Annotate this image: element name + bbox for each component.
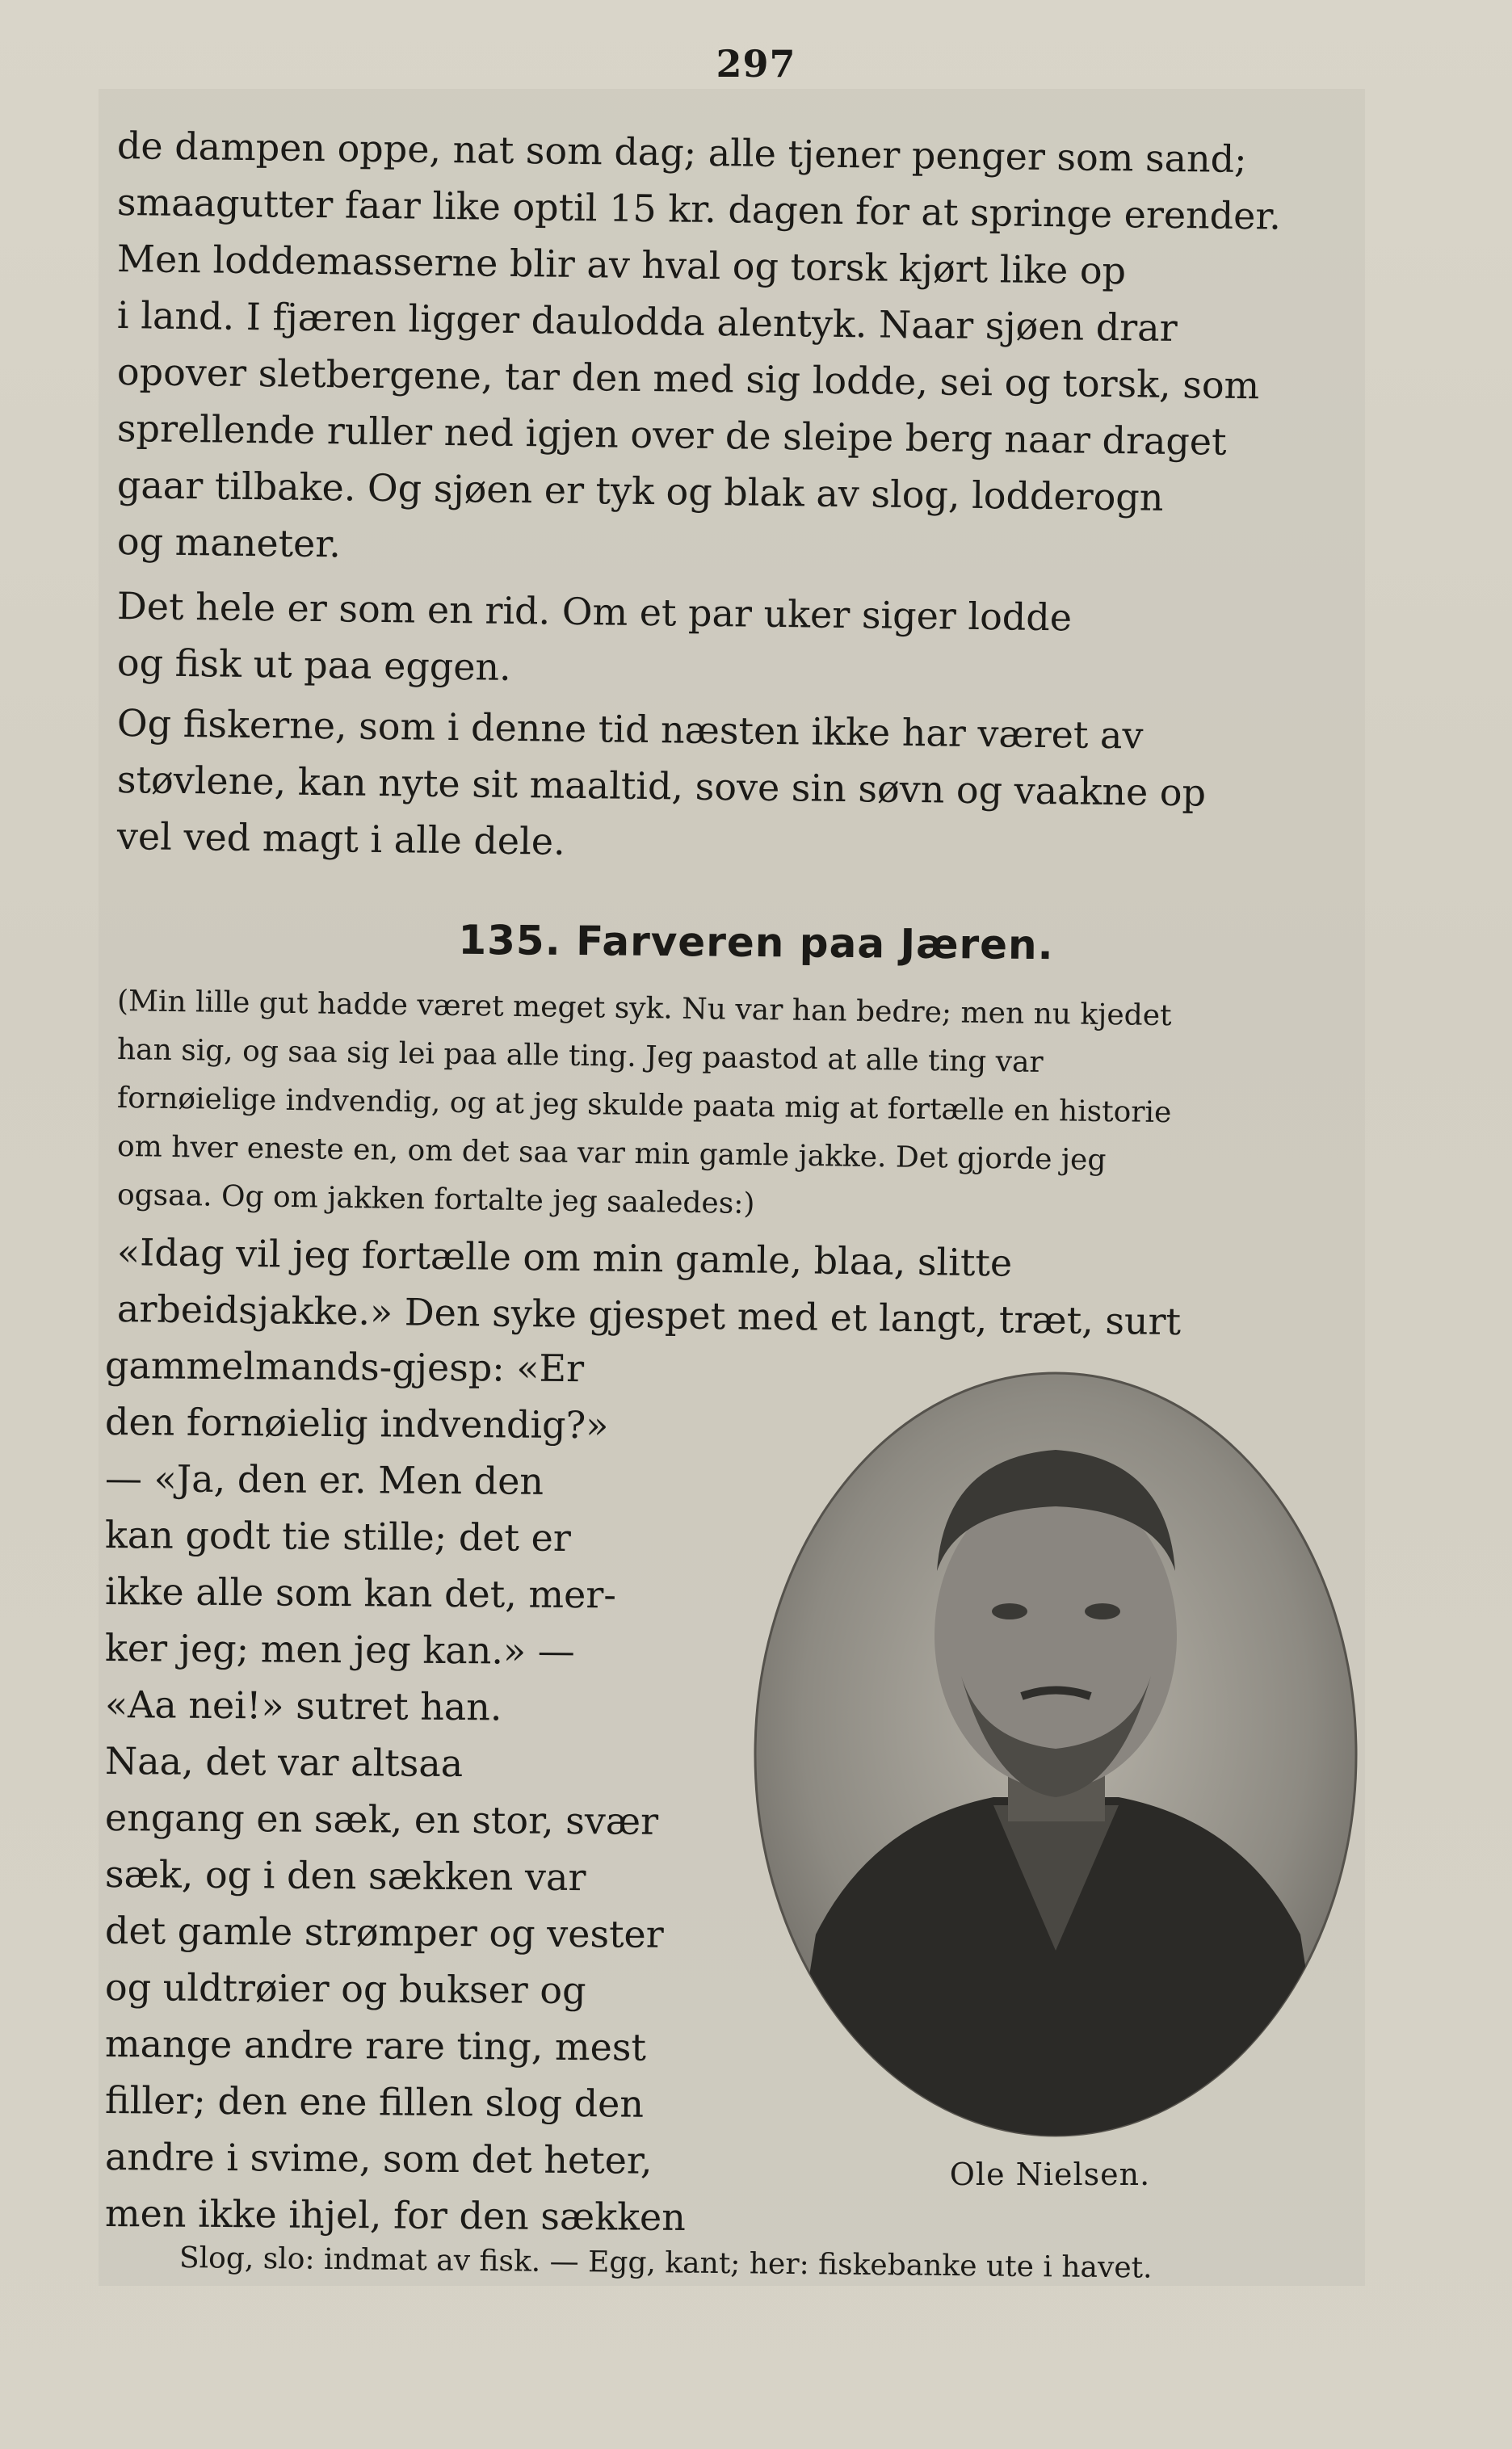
body-line: og fisk ut paa eggen. <box>116 641 512 689</box>
body-line: gaar tilbake. Og sjøen er tyk og blak av slog, lodderogn <box>116 463 1164 519</box>
footnote: Slog, slo: indmat av fisk. — Egg, kant; her: fiskebanke ute i havet. <box>178 2241 1153 2285</box>
body-line: «Idag vil jeg fortælle om min gamle, blaa, slitte <box>116 1230 1013 1285</box>
body-line: sprellende ruller ned igjen over de sleipe berg naar draget <box>116 406 1227 464</box>
column-line: sæk, og i den sækken var <box>104 1852 586 1900</box>
body-line: vel ved magt i alle dele. <box>116 814 565 863</box>
body-line: Men loddemasserne blir av hval og torsk kjørt like op <box>116 237 1127 293</box>
intro-line: (Min lille gut hadde været meget syk. Nu var han bedre; men nu kjedet <box>116 985 1172 1033</box>
portrait-image <box>751 1369 1361 2140</box>
intro-line: ogsaa. Og om jakken fortalte jeg saaledes:) <box>116 1178 755 1221</box>
column-line: mange andre rare ting, mest <box>104 2022 647 2069</box>
body-line: Og fiskerne, som i denne tid næsten ikke har været av <box>116 701 1144 758</box>
portrait-caption: Ole Nielsen. <box>949 2157 1151 2192</box>
page-number: 297 <box>716 42 796 86</box>
column-line: engang en sæk, en stor, svær <box>104 1796 659 1843</box>
column-line: andre i svime, som det heter, <box>104 2135 653 2182</box>
column-line: kan godt tie stille; det er <box>104 1513 572 1561</box>
column-line: og uldtrøier og bukser og <box>104 1965 586 2013</box>
body-line: i land. I fjæren ligger daulodda alentyk. Naar sjøen drar <box>116 293 1178 351</box>
column-line: filler; den ene fillen slog den <box>104 2078 645 2126</box>
body-line: smaagutter faar like optil 15 kr. dagen for at springe erender. <box>116 180 1282 238</box>
column-line: ikke alle som kan det, mer- <box>104 1569 617 1617</box>
column-line: den fornøielig indvendig?» <box>104 1400 609 1447</box>
body-line: de dampen oppe, nat som dag; alle tjener penger som sand; <box>116 124 1247 182</box>
column-line: ker jeg; men jeg kan.» — <box>104 1626 575 1674</box>
body-line: Det hele er som en rid. Om et par uker siger lodde <box>116 584 1073 640</box>
body-line: støvlene, kan nyte sit maaltid, sove sin søvn og vaakne op <box>116 758 1207 815</box>
intro-line: om hver eneste en, om det saa var min gamle jakke. Det gjorde jeg <box>116 1130 1107 1178</box>
chapter-heading: 135. Farveren paa Jæren. <box>458 916 1054 969</box>
column-line: — «Ja, den er. Men den <box>104 1456 544 1503</box>
intro-line: han sig, og saa sig lei paa alle ting. Jeg paastod at alle ting var <box>116 1033 1044 1080</box>
body-line: opover sletbergene, tar den med sig lodde, sei og torsk, som <box>116 350 1260 408</box>
column-line: det gamle strømper og vester <box>104 1909 664 1956</box>
column-line: «Aa nei!» sutret han. <box>104 1682 502 1729</box>
column-line: men ikke ihjel, for den sækken <box>104 2191 687 2240</box>
body-line: arbeidsjakke.» Den syke gjespet med et langt, træt, surt <box>116 1287 1182 1344</box>
body-line: og maneter. <box>116 519 342 566</box>
intro-line: fornøielige indvendig, og at jeg skulde paata mig at fortælle en historie <box>116 1082 1172 1130</box>
column-line: gammelmands-gjesp: «Er <box>104 1343 585 1391</box>
column-line: Naa, det var altsaa <box>104 1739 464 1786</box>
